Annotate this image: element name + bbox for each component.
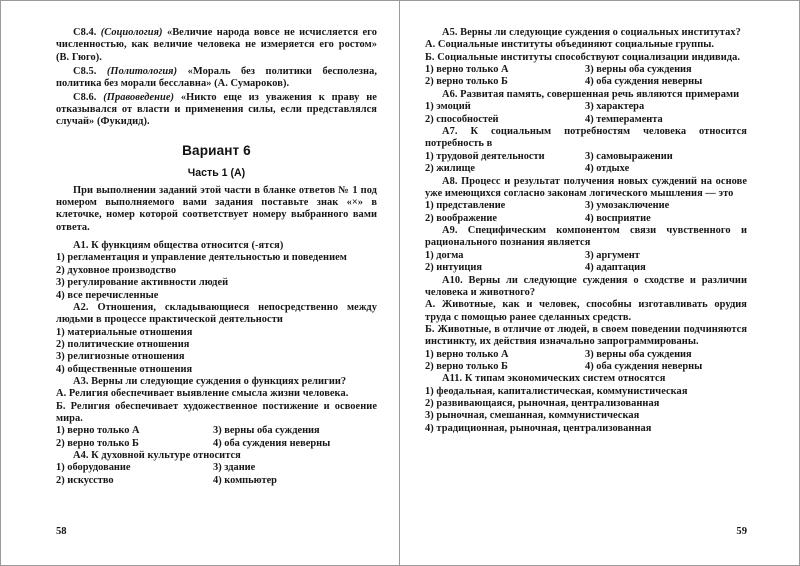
essay-item: [56, 92, 377, 129]
question-tag: А3.: [73, 375, 89, 387]
option-line: 2) политические отношения: [56, 338, 190, 350]
option-cell: 1) трудовой деятельности: [425, 150, 545, 162]
essay-source: (Политология): [106, 65, 178, 77]
option-cell: 2) способностей: [425, 113, 499, 125]
question-stem: [56, 240, 377, 252]
question-text: Верны ли следующие суждения о сходстве и различии человека и животного?: [425, 274, 747, 298]
question-tag: А1.: [73, 240, 89, 252]
essay-text: «Мораль без политики бесполезна, политика без морали бесславна» (А. Сумароков).: [56, 65, 377, 89]
option-grid: [425, 101, 747, 126]
option-grid: [425, 151, 747, 176]
page-left-content: [1, 1, 399, 565]
question-text: Развитая память, совершенная речь являются примерами: [460, 88, 740, 100]
option-cell: 4) темперамента: [585, 113, 663, 125]
question-text: Верны ли следующие суждения о социальных институтах?: [460, 27, 741, 38]
essay-tag: С8.4.: [73, 27, 97, 38]
option-cell: 3) аргумент: [585, 249, 640, 261]
option-cell: 4) адаптация: [585, 262, 646, 274]
option-cell: 2) верно только Б: [425, 76, 508, 88]
option-line: 3) религиозные отношения: [56, 351, 185, 363]
option-cell: 1) догма: [425, 249, 464, 261]
option-cell: 4) восприятие: [585, 212, 651, 224]
essay-source: (Социология): [100, 27, 163, 38]
option-line: 2) развивающаяся, рыночная, централизованная: [425, 398, 660, 410]
question-stem: [425, 275, 747, 300]
question-tag: А10.: [442, 274, 463, 286]
option-cell: 3) самовыражении: [585, 150, 673, 162]
question-tag: А9.: [442, 225, 458, 236]
part-heading: Часть 1 (А): [187, 166, 246, 179]
option-line: 1) феодальная, капиталистическая, коммунистическая: [425, 385, 688, 397]
option-cell: 1) представление: [425, 200, 506, 212]
option-line: 1) регламентация и управление деятельностью и поведением: [56, 252, 347, 264]
page-number-left: 58: [56, 526, 67, 537]
option-cell: 2) верно только Б: [56, 437, 139, 449]
option-line: 3) рыночная, смешанная, коммунистическая: [425, 410, 640, 422]
option-grid: [56, 462, 377, 487]
option-grid: [425, 349, 747, 374]
option-cell: 4) отдыхе: [585, 163, 630, 175]
essay-text: «Величие народа вовсе не исчисляется его численностью, как величие человека не измеряется его ростом» (В. Гюго).: [56, 27, 377, 63]
option-cell: 3) верны оба суждения: [213, 425, 320, 437]
page-right-content: [400, 1, 799, 565]
question-stem: [56, 302, 377, 327]
option-line: 4) общественные отношения: [56, 363, 193, 375]
option-cell: 4) оба суждения неверны: [213, 437, 331, 449]
statement-line: Б. Животные, в отличие от людей, в своем поведении подчиняются инстинкту, их действия изначально запрограммированы.: [425, 323, 747, 348]
option-cell: 2) искусство: [56, 474, 114, 486]
option-grid: [56, 425, 377, 450]
option-cell: 4) оба суждения неверны: [585, 76, 703, 88]
statement-line: Б. Социальные институты способствуют социализации индивида.: [425, 51, 740, 63]
question-tag: А2.: [73, 301, 89, 313]
question-stem: [425, 176, 747, 201]
essay-item: [56, 66, 377, 91]
option-cell: 1) оборудование: [56, 462, 131, 474]
question-tag: А4.: [73, 450, 89, 462]
option-cell: 1) верно только А: [56, 425, 140, 437]
option-line: 2) духовное производство: [56, 264, 177, 276]
option-cell: 1) верно только А: [425, 348, 509, 360]
question-stem: [56, 450, 377, 462]
question-stem: [425, 27, 747, 39]
question-tag: А6.: [442, 88, 458, 100]
option-cell: 2) воображение: [425, 212, 497, 224]
option-cell: 1) эмоций: [425, 101, 471, 113]
question-tag: А8.: [442, 175, 458, 187]
option-cell: 2) жилище: [425, 163, 475, 175]
option-line: 1) материальные отношения: [56, 326, 193, 338]
question-stem: [425, 373, 747, 385]
option-cell: 2) интуиция: [425, 262, 482, 274]
essay-source: (Правоведение): [103, 91, 175, 103]
option-grid: [425, 250, 747, 275]
option-cell: 3) верны оба суждения: [585, 64, 692, 76]
option-cell: 3) характера: [585, 101, 645, 113]
essay-text: «Никто еще из уважения к праву не отказывался от власти и применения силы, если представлялся случай» (Фукидид).: [56, 91, 377, 128]
option-line: 4) традиционная, рыночная, централизованная: [425, 422, 652, 434]
option-cell: 3) здание: [213, 462, 256, 474]
question-tag: А11.: [442, 373, 463, 385]
question-tag: А7.: [442, 126, 458, 137]
option-cell: 4) оба суждения неверны: [585, 360, 703, 372]
option-cell: 3) верны оба суждения: [585, 348, 692, 360]
statement-line: А. Животные, как и человек, способны изготавливать орудия труда с помощью ранее сделанных средств.: [425, 299, 747, 323]
essay-item: [56, 27, 377, 64]
question-stem: [56, 376, 377, 388]
question-text: К функциям общества относится (-ятся): [91, 240, 284, 252]
statement-line: А. Социальные институты объединяют социальные группы.: [425, 39, 715, 51]
option-grid: [425, 64, 747, 89]
question-stem: [425, 126, 747, 151]
question-text: К социальным потребностям человека относится потребность в: [425, 126, 747, 150]
question-text: К типам экономических систем относятся: [464, 373, 666, 385]
question-text: Верны ли следующие суждения о функциях религии?: [91, 375, 347, 387]
option-grid: [425, 200, 747, 225]
option-line: 4) все перечисленные: [56, 289, 159, 301]
option-cell: 4) компьютер: [213, 474, 277, 486]
question-text: К духовной культуре относится: [91, 450, 241, 462]
instruction-text: При выполнении заданий этой части в бланке ответов № 1 под номером выполняемого вами задания поставьте знак «×» в клеточке, номер которой соответствует номеру выбранного вами ответа.: [56, 184, 377, 233]
question-text: Специфическим компонентом связи чувственного и рационального познания является: [425, 225, 747, 249]
question-text: Процесс и результат получения новых суждений на основе уже имеющихся согласно законам логического мышления — это: [425, 175, 747, 199]
option-cell: 2) верно только Б: [425, 360, 508, 372]
page-number-right: 59: [736, 526, 747, 537]
variant-heading: Вариант 6: [182, 142, 251, 158]
question-tag: А5.: [442, 27, 458, 38]
page-left: [0, 0, 399, 566]
option-line: 3) регулирование активности людей: [56, 277, 229, 289]
essay-tag: С8.5.: [73, 65, 97, 77]
question-stem: [425, 225, 747, 250]
option-cell: 1) верно только А: [425, 64, 509, 76]
question-stem: [425, 89, 747, 101]
statement-line: Б. Религия обеспечивает художественное постижение и освоение мира.: [56, 400, 377, 424]
page-right: [399, 0, 800, 566]
statement-line: А. Религия обеспечивает выявление смысла жизни человека.: [56, 388, 349, 400]
essay-tag: С8.6.: [73, 91, 97, 103]
option-cell: 3) умозаключение: [585, 200, 670, 212]
question-text: Отношения, складывающиеся непосредственно между людьми в процессе практической деятельности: [56, 301, 377, 326]
